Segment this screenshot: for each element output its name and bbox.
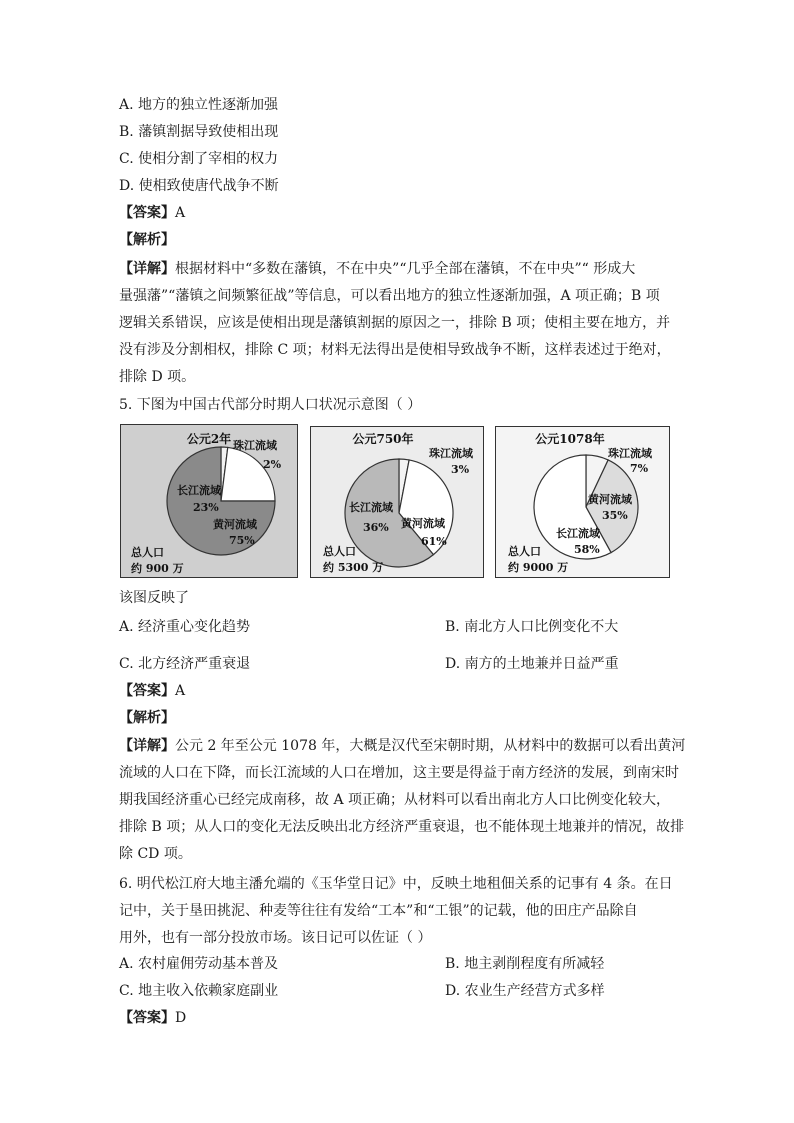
detail-line: 【详解】公元 2 年至公元 1078 年，大概是汉代至宋朝时期，从材料中的数据可以看出黄河 xyxy=(119,738,686,754)
q4-analysis-tag: 【解析】 xyxy=(119,232,175,248)
q6-option-b: B. 地主剥削程度有所减轻 xyxy=(445,956,605,972)
total-label: 总人口 xyxy=(508,545,541,558)
slice-label: 长江流域 xyxy=(349,501,393,514)
pie-chart-1 xyxy=(120,424,298,578)
answer-value: A xyxy=(175,683,186,699)
slice-percent: 61% xyxy=(421,535,447,548)
q4-answer xyxy=(119,203,185,223)
q4-option-b: B. 藩镇割据导致使相出现 xyxy=(119,124,279,140)
slice-label: 黄河流域 xyxy=(401,517,445,530)
detail-line: 逻辑关系错误，应该是使相出现是藩镇割据的原因之一，排除 B 项；使相主要在地方，并 xyxy=(119,315,671,331)
q5-answer xyxy=(119,681,185,701)
total-value: 约 900 万 xyxy=(131,562,184,575)
q5-detail xyxy=(119,733,686,868)
q5-option-a: A. 经济重心变化趋势 xyxy=(119,619,251,635)
q5-stem: 5. 下图为中国古代部分时期人口状况示意图（ ） xyxy=(119,397,422,413)
detail-line: 量强藩”“藩镇之间频繁征战”等信息，可以看出地方的独立性逐渐加强，A 项正确；B 项 xyxy=(119,288,660,304)
slice-label: 珠江流域 xyxy=(429,447,473,460)
detail-line: 除 CD 项。 xyxy=(119,846,192,862)
stem-line: 记中，关于垦田挑泥、种麦等往往有发给“工本”和“工银”的记载，他的田庄产品除自 xyxy=(119,903,638,919)
q4-option-d: D. 使相致使唐代战争不断 xyxy=(119,178,279,194)
detail-line: 排除 D 项。 xyxy=(119,369,196,385)
pie-slice-2 xyxy=(221,447,275,501)
total-value: 约 9000 万 xyxy=(508,561,569,574)
detail-line: 排除 B 项；从人口的变化无法反映出北方经济严重衰退，也不能体现土地兼并的情况，故排 xyxy=(119,819,685,835)
q5-option-b: B. 南北方人口比例变化不大 xyxy=(445,619,619,635)
detail-tag: 【详解】 xyxy=(119,738,175,754)
answer-tag: 【答案】 xyxy=(119,1010,175,1026)
pie-chart-1-svg xyxy=(121,425,297,577)
pie-chart-2-svg xyxy=(311,427,483,577)
total-label: 总人口 xyxy=(323,545,356,558)
slice-label: 黄河流域 xyxy=(588,493,632,506)
detail-line: 【详解】根据材料中“多数在藩镇，不在中央”“几乎全部在藩镇，不在中央”“ 形成大 xyxy=(119,261,636,277)
slice-label: 长江流域 xyxy=(556,527,600,540)
slice-label: 珠江流域 xyxy=(233,439,277,452)
stem-line: 用外，也有一部分投放市场。该日记可以佐证（ ） xyxy=(119,930,432,946)
q6-stem xyxy=(119,871,679,952)
slice-percent: 36% xyxy=(363,521,389,534)
detail-line: 没有涉及分割相权，排除 C 项；材料无法得出是使相导致战争不断，这样表述过于绝对， xyxy=(119,342,671,358)
slice-label: 黄河流域 xyxy=(213,518,257,531)
q6-answer xyxy=(119,1008,186,1028)
q5-option-d: D. 南方的土地兼并日益严重 xyxy=(445,656,619,672)
pie-chart-3-svg xyxy=(496,427,669,577)
pie-chart-3 xyxy=(495,426,670,578)
slice-percent: 23% xyxy=(193,501,219,514)
slice-percent: 2% xyxy=(263,458,282,471)
pie-chart-2 xyxy=(310,426,484,578)
q6-option-a: A. 农村雇佣劳动基本普及 xyxy=(119,956,279,972)
slice-label: 珠江流域 xyxy=(608,447,652,460)
q6-option-c: C. 地主收入依赖家庭副业 xyxy=(119,983,279,999)
q4-option-a: A. 地方的独立性逐渐加强 xyxy=(119,97,279,113)
slice-label: 长江流域 xyxy=(177,484,221,497)
q5-analysis-tag: 【解析】 xyxy=(119,710,175,726)
total-label: 总人口 xyxy=(131,546,164,559)
q5-option-c: C. 北方经济严重衰退 xyxy=(119,656,251,672)
pie-title: 公元1078年 xyxy=(535,432,605,446)
slice-percent: 35% xyxy=(602,509,628,522)
total-value: 约 5300 万 xyxy=(323,561,384,574)
detail-tag: 【详解】 xyxy=(119,261,175,277)
answer-value: A xyxy=(175,205,186,221)
slice-percent: 75% xyxy=(229,534,255,547)
q4-option-c: C. 使相分割了宰相的权力 xyxy=(119,151,279,167)
detail-line: 期我国经济重心已经完成南移，故 A 项正确；从材料可以看出南北方人口比例变化较大， xyxy=(119,792,671,808)
pie-title: 公元750年 xyxy=(352,432,414,446)
answer-value: D xyxy=(175,1010,187,1026)
slice-percent: 7% xyxy=(630,462,649,475)
pie-title: 公元2年 xyxy=(186,432,232,446)
stem-line: 6. 明代松江府大地主潘允端的《玉华堂日记》中，反映土地租佃关系的记事有 4 条。在日 xyxy=(119,876,673,892)
answer-tag: 【答案】 xyxy=(119,683,175,699)
detail-line: 流域的人口在下降，而长江流域的人口在增加，这主要是得益于南方经济的发展，到南宋时 xyxy=(119,765,679,781)
answer-tag: 【答案】 xyxy=(119,205,175,221)
slice-percent: 58% xyxy=(574,543,600,556)
slice-percent: 3% xyxy=(451,463,470,476)
q5-lead: 该图反映了 xyxy=(119,590,189,606)
q4-detail xyxy=(119,256,679,391)
q6-option-d: D. 农业生产经营方式多样 xyxy=(445,983,605,999)
